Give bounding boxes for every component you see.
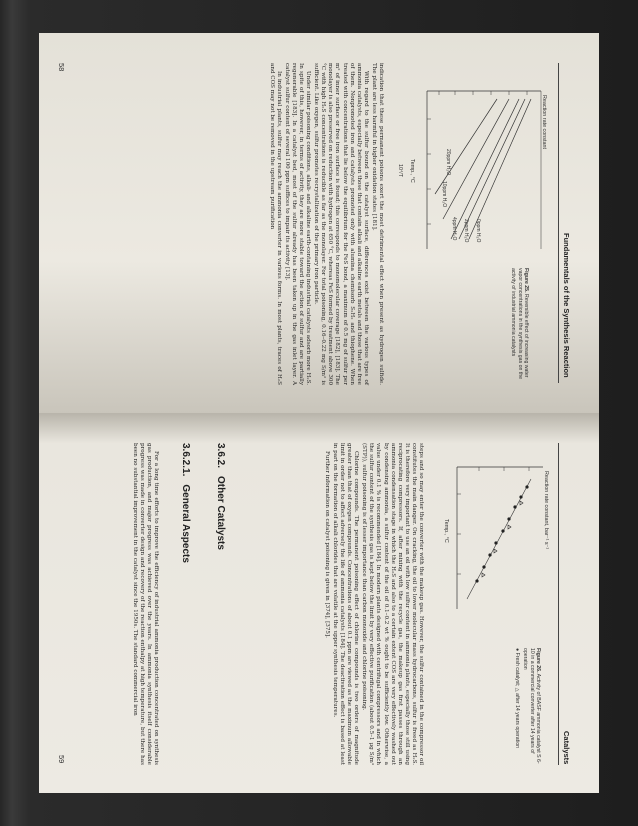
temp-axis-label: Temp., °C bbox=[443, 519, 449, 543]
curve-10ppm bbox=[443, 99, 509, 219]
y-axis-label: Reaction rate constant, bar⁻¹ s⁻¹ bbox=[543, 471, 549, 550]
figure-25-caption bbox=[510, 268, 529, 388]
x-ticks bbox=[427, 119, 431, 224]
paragraph: With regard to the sulfur bound on the catalyst surface, differences exist between the various types of ammonia catalysts, especially between those that contain alkali and alkaline earth metals and those that are free of them. Nonpromoted iron and catalysts promoted only with alumina chemisorb S₂H₂ and thiophene. When treated with concentrations that lie below the equilibrium for the FeS bond, a maximum of 0.5 mg of sulfur per m² of inner surface or free iron surface is found; this corresponds to monomolecular coverage [182], [183]. The monolayer is also preserved on reduction with hydrogen at 650 °C, whereas FeS formed by treatment above 300 °C with high H₂S concentrations is reducible as far as the monolayer. For total poisoning, 0.16–0.22 mg S/m² is sufficient. Like oxygen, sulfur promotes recrystallization of the primary iron particle. bbox=[313, 63, 369, 385]
subsection-heading bbox=[180, 443, 191, 563]
caption-text: Reversible effect of increasing water vapor concentrations in the synthesis gas on the activity of industrial ammonia catalysts bbox=[510, 268, 529, 380]
page-number-right: 59 bbox=[57, 755, 66, 764]
paragraph: steps and so may enter the converter with the makeup gas. However, the sulfur contained in the compressor oil constitutes the main danger. On cracking, the oil to lower molecular mass hydrocarbons, sulfur is freed as H₂S. It is therefore very important to use an oil with low sulfur content in ammonia plants, especially those still using reciprocating compressors. If, after mixing with the recycle gas, the makeup gas first passes through an ammonia condensation stage in which the H₂S and also to a certain extent COS are very effectively washed out by condensing ammonia, a sulfur content of the oil of 0.1–0.2 wt % ought to be sufficiently low. Otherwise, a value under 0.1 % is recommended [184]. In modern plants designed with centrifugal compressors and in which the sulfur content of the synthesis gas is kept below the limit by very effective purification (about 0.5–1 μg S/m³ (STP)), sulfur poisoning is of lesser importance than carbon monoxide and chlorine poisoning. bbox=[361, 443, 424, 765]
open-triangles bbox=[482, 501, 523, 577]
figure-25 bbox=[393, 69, 547, 259]
subsection-number: 3.6.2.1. bbox=[180, 443, 191, 477]
page-58 bbox=[39, 33, 599, 413]
figure-26-caption bbox=[513, 648, 541, 768]
paragraph: indication that these permanent poisons exert the most detrimental effect when present as hydrogen sulfide. The plant are less harmful in higher oxidation states [181]. bbox=[370, 63, 384, 385]
page-number-left: 58 bbox=[57, 63, 66, 72]
y-axis-label: Reaction rate constant bbox=[541, 95, 547, 149]
curve-4ppm bbox=[451, 99, 519, 239]
temp-axis-label: Temp., °C bbox=[409, 159, 415, 183]
paragraph: Further information on catalyst poisoning is given in [374], [375]. bbox=[323, 451, 330, 638]
page-59 bbox=[39, 413, 599, 793]
section-heading bbox=[215, 443, 226, 550]
curve-label-2: 2ppm H₂O bbox=[463, 219, 469, 243]
curve-label-4: 4ppm H₂O bbox=[451, 217, 457, 241]
book-spread bbox=[39, 33, 599, 793]
running-head-left: Fundamentals of the Synthesis Reaction bbox=[562, 233, 571, 378]
curve-label-0: 0ppm H₂O bbox=[475, 219, 481, 243]
running-head-right: Catalysts bbox=[562, 731, 571, 765]
paragraph: Under similar poisoning conditions, alkali- and alkaline earth-containing industrial catalysts adsorb more H₂S. In spite of this, however, in terms of activity, they are more stable toward the action of sulfur and are partially regenerable [183]. In a catalyst bed, most of the sulfur already has been taken up in the gas inlet layer. A catalyst sulfur content of several 100 ppm suffices to impair its activity [13]. bbox=[283, 63, 312, 385]
subsection-title: General Aspects bbox=[180, 484, 191, 563]
curve-2ppm bbox=[459, 99, 525, 239]
right-body-text-bottom bbox=[130, 443, 159, 765]
paragraph: For a long time efforts to improve the efficiency of industrial ammonia production concentrated on synthesis gas production, and major progress was achieved over the years. In ammonia synthesis itself considerable progress was made in converter design and recovery of the reaction enthalpy at high temperature, but there has been no substantial improvement in the catalyst since the 1950s. The standard commercial iron bbox=[131, 443, 159, 765]
right-body-text-top bbox=[322, 443, 424, 765]
header-rule bbox=[558, 443, 559, 765]
section-number: 3.6.2. bbox=[215, 443, 226, 469]
caption-legend: ● Fresh catalyst; △ after 14 years operation bbox=[513, 648, 520, 748]
y-ticks bbox=[439, 91, 527, 95]
figure-26 bbox=[435, 449, 549, 619]
curve-0ppm bbox=[469, 99, 531, 239]
caption-text: Activity of BASF ammonia catalyst S 6-10 in a commercial converter after 14 years of operation bbox=[522, 648, 541, 764]
x-axis-label: 10⁴/T bbox=[397, 164, 403, 178]
curve-label-10: 10ppm H₂O bbox=[441, 181, 447, 208]
caption-label: Figure 25. bbox=[523, 268, 529, 293]
y-ticks bbox=[479, 467, 529, 471]
caption-label: Figure 26. bbox=[535, 648, 541, 673]
x-ticks bbox=[457, 494, 461, 574]
curve-20ppm bbox=[435, 99, 497, 194]
curve-label-20: 20ppm H₂O bbox=[445, 149, 451, 176]
header-rule bbox=[558, 63, 559, 383]
paragraph: In industrial plants, sulfur may reach the ammonia converter in various forms. In most plants, traces of H₂S and COS may not be removed in the upstream purification bbox=[268, 63, 282, 385]
paragraph: Chlorine compounds. The permanent poisoning effect of chlorine compounds is two orders of magnitude greater than that of oxygen compounds. Concentrations of about 0.1 ppm are viewed as the maximum allowable limit in order not to affect adversely the life of ammonia catalysts [184]. The deactivation effect is based at least in part on the formation of alkali chlorides that are volatile at the upper synthesis temperatures. bbox=[331, 443, 360, 765]
figure-25-plot bbox=[397, 69, 547, 259]
left-body-text bbox=[267, 63, 385, 385]
figure-26-plot bbox=[439, 449, 549, 619]
section-title: Other Catalysts bbox=[215, 476, 226, 550]
